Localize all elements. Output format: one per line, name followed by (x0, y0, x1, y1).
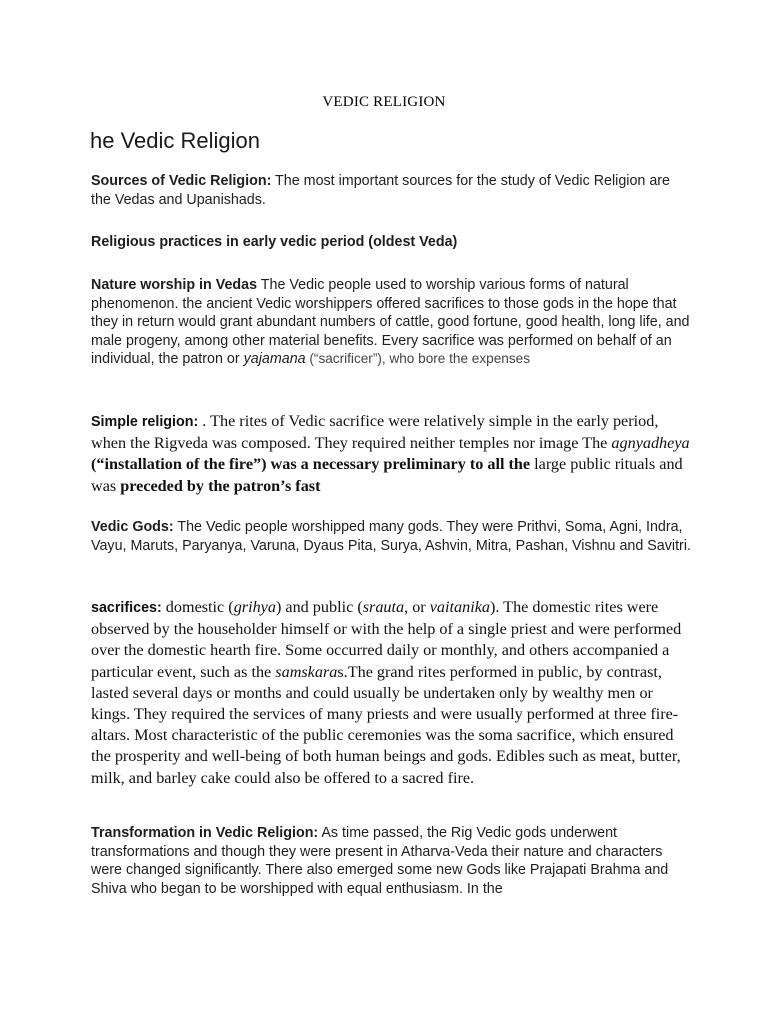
simple-religion-paragraph (91, 411, 691, 497)
sources-label: Sources of Vedic Religion: (91, 173, 272, 189)
nature-worship-text: The Vedic people used to worship various forms of natural phenomenon. the ancient Vedic worshippers offered sacrifices to those gods in the hope that they in return would grant abundant numbers of cattle, good fortune, good health, long life, and male progeny, among other material benefits. Every sacrifice was performed on behalf of an individual, the patron or (91, 277, 690, 367)
simple-religion-text: . The rites of Vedic sacrifice were relatively simple in the early period, when the Rigveda was composed. They required neither temples nor image The (91, 412, 659, 453)
samskara-term: samskara (275, 662, 338, 681)
agnyadheya-term: agnyadheya (611, 434, 690, 453)
simple-religion-text-2: large public rituals and was (91, 455, 683, 495)
transformation-label: Transformation in Vedic Religion: (91, 825, 319, 841)
document-subtitle: he Vedic Religion (90, 128, 261, 153)
transformation-paragraph (91, 824, 691, 898)
practices-heading-text: Religious practices in early vedic period (oldest Veda) (91, 234, 458, 250)
vaitanika-term: vaitanika (429, 598, 490, 616)
simple-religion-bold-1: (“installation of the fire”) was a necessary preliminary to all the (91, 455, 531, 474)
transformation-text: As time passed, the Rig Vedic gods underwent transformations and though they were present in Atharva-Veda their nature and characters were changed significantly. There also emerged some new Gods like Prajapati Brahma and Shiva who began to be worshipped with equal enthusiasm. In the (91, 825, 669, 897)
sources-text: The most important sources for the study of Vedic Religion are the Vedas and Upanishads. (91, 173, 671, 208)
nature-worship-paragraph (91, 276, 691, 369)
sacrifices-text-2: ) and public ( (275, 598, 363, 616)
sacrifices-text-1: domestic ( (161, 598, 234, 616)
srauta-term: srauta (362, 598, 405, 616)
grihya-term: grihya (233, 598, 276, 616)
sources-paragraph (91, 172, 691, 209)
sacrifices-text-5: s.The grand rites performed in public, by contrast, lasted several days or months and could usually be undertaken only by wealthy men or kings. They required the services of many priests and were usually performed at three fire-altars. Most characteristic of the public ceremonies was the soma sacrifice, which ensured the prosperity and well-being of both human beings and gods. Edibles such as meat, butter, milk, and barley cake could also be offered to a sacred fire. (91, 662, 681, 787)
sacrifices-text-4: ). The domestic rites were observed by the householder himself or with the help of a single priest and were performed over the domestic hearth fire. Some occurred daily or monthly, and others accompanied a particular event, such as the (91, 598, 682, 681)
yajamana-term: yajamana (243, 351, 306, 367)
document-title: VEDIC RELIGION (322, 94, 446, 110)
nature-worship-text-end: (“sacrificer”), who bore the expenses (305, 351, 530, 366)
simple-religion-bold-2: preceded by the patron’s fast (120, 476, 321, 495)
practices-heading (91, 233, 691, 252)
vedic-gods-paragraph (91, 518, 691, 555)
nature-worship-label: Nature worship in Vedas (91, 277, 258, 293)
vedic-gods-label: Vedic Gods: (91, 519, 174, 535)
sacrifices-label: sacrifices: (91, 600, 162, 616)
sacrifices-text-3: , or (404, 598, 430, 616)
vedic-gods-text: The Vedic people worshipped many gods. They were Prithvi, Soma, Agni, Indra, Vayu, Maruts, Paryanya, Varuna, Dyaus Pita, Surya, Ashvin, Mitra, Pashan, Vishnu and Savitri. (91, 519, 691, 554)
simple-religion-label: Simple religion: (91, 414, 199, 430)
sacrifices-paragraph (91, 597, 691, 789)
